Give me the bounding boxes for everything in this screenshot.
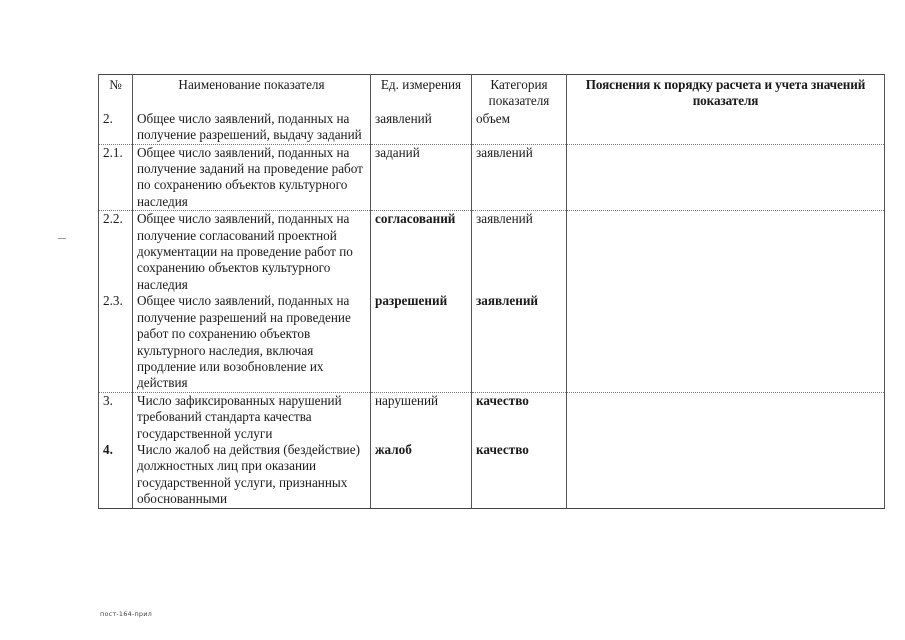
row-unit: разрешений — [371, 293, 472, 392]
row-unit: нарушений — [371, 392, 472, 442]
row-explanation — [567, 442, 885, 508]
row-category: заявлений — [472, 211, 567, 294]
row-explanation — [567, 111, 885, 144]
header-category: Категория показателя — [472, 75, 567, 111]
row-name: Число зафиксированных нарушений требований стандарта качества государственной услуги — [133, 392, 371, 442]
row-explanation — [567, 211, 885, 294]
row-explanation — [567, 293, 885, 392]
row-category: качество — [472, 392, 567, 442]
row-unit: жалоб — [371, 442, 472, 508]
header-num: № — [99, 75, 133, 111]
row-name: Общее число заявлений, поданных на получение разрешений на проведение работ по сохранению объектов культурного наследия, включая продление или возобновление их действия — [133, 293, 371, 392]
header-explanation: Пояснения к порядку расчета и учета значений показателя — [567, 75, 885, 111]
table-row — [99, 442, 885, 508]
row-unit: заявлений — [371, 111, 472, 144]
header-unit: Ед. измерения — [371, 75, 472, 111]
row-num: 2.1. — [99, 144, 133, 211]
indicators-table — [98, 74, 885, 509]
table-row — [99, 111, 885, 144]
row-category: качество — [472, 442, 567, 508]
footer-note: пост-164-прил — [100, 610, 153, 618]
row-num: 2.2. — [99, 211, 133, 294]
row-num: 3. — [99, 392, 133, 442]
row-num: 4. — [99, 442, 133, 508]
row-name: Общее число заявлений, поданных на получение согласований проектной документации на проведение работ по сохранению объектов культурного наследия — [133, 211, 371, 294]
table-row — [99, 293, 885, 392]
row-category: заявлений — [472, 144, 567, 211]
table-row — [99, 392, 885, 442]
row-num: 2. — [99, 111, 133, 144]
row-explanation — [567, 392, 885, 442]
scan-mark — [58, 238, 66, 239]
header-name: Наименование показателя — [133, 75, 371, 111]
row-category: объем — [472, 111, 567, 144]
table-row — [99, 144, 885, 211]
row-name: Общее число заявлений, поданных на получение разрешений, выдачу заданий — [133, 111, 371, 144]
table-header-row — [99, 75, 885, 111]
row-num: 2.3. — [99, 293, 133, 392]
row-category: заявлений — [472, 293, 567, 392]
row-unit: согласований — [371, 211, 472, 294]
row-name: Число жалоб на действия (бездействие) должностных лиц при оказании государственной услуги, признанных обоснованными — [133, 442, 371, 508]
row-explanation — [567, 144, 885, 211]
row-unit: заданий — [371, 144, 472, 211]
row-name: Общее число заявлений, поданных на получение заданий на проведение работ по сохранению объектов культурного наследия — [133, 144, 371, 211]
table-row — [99, 211, 885, 294]
